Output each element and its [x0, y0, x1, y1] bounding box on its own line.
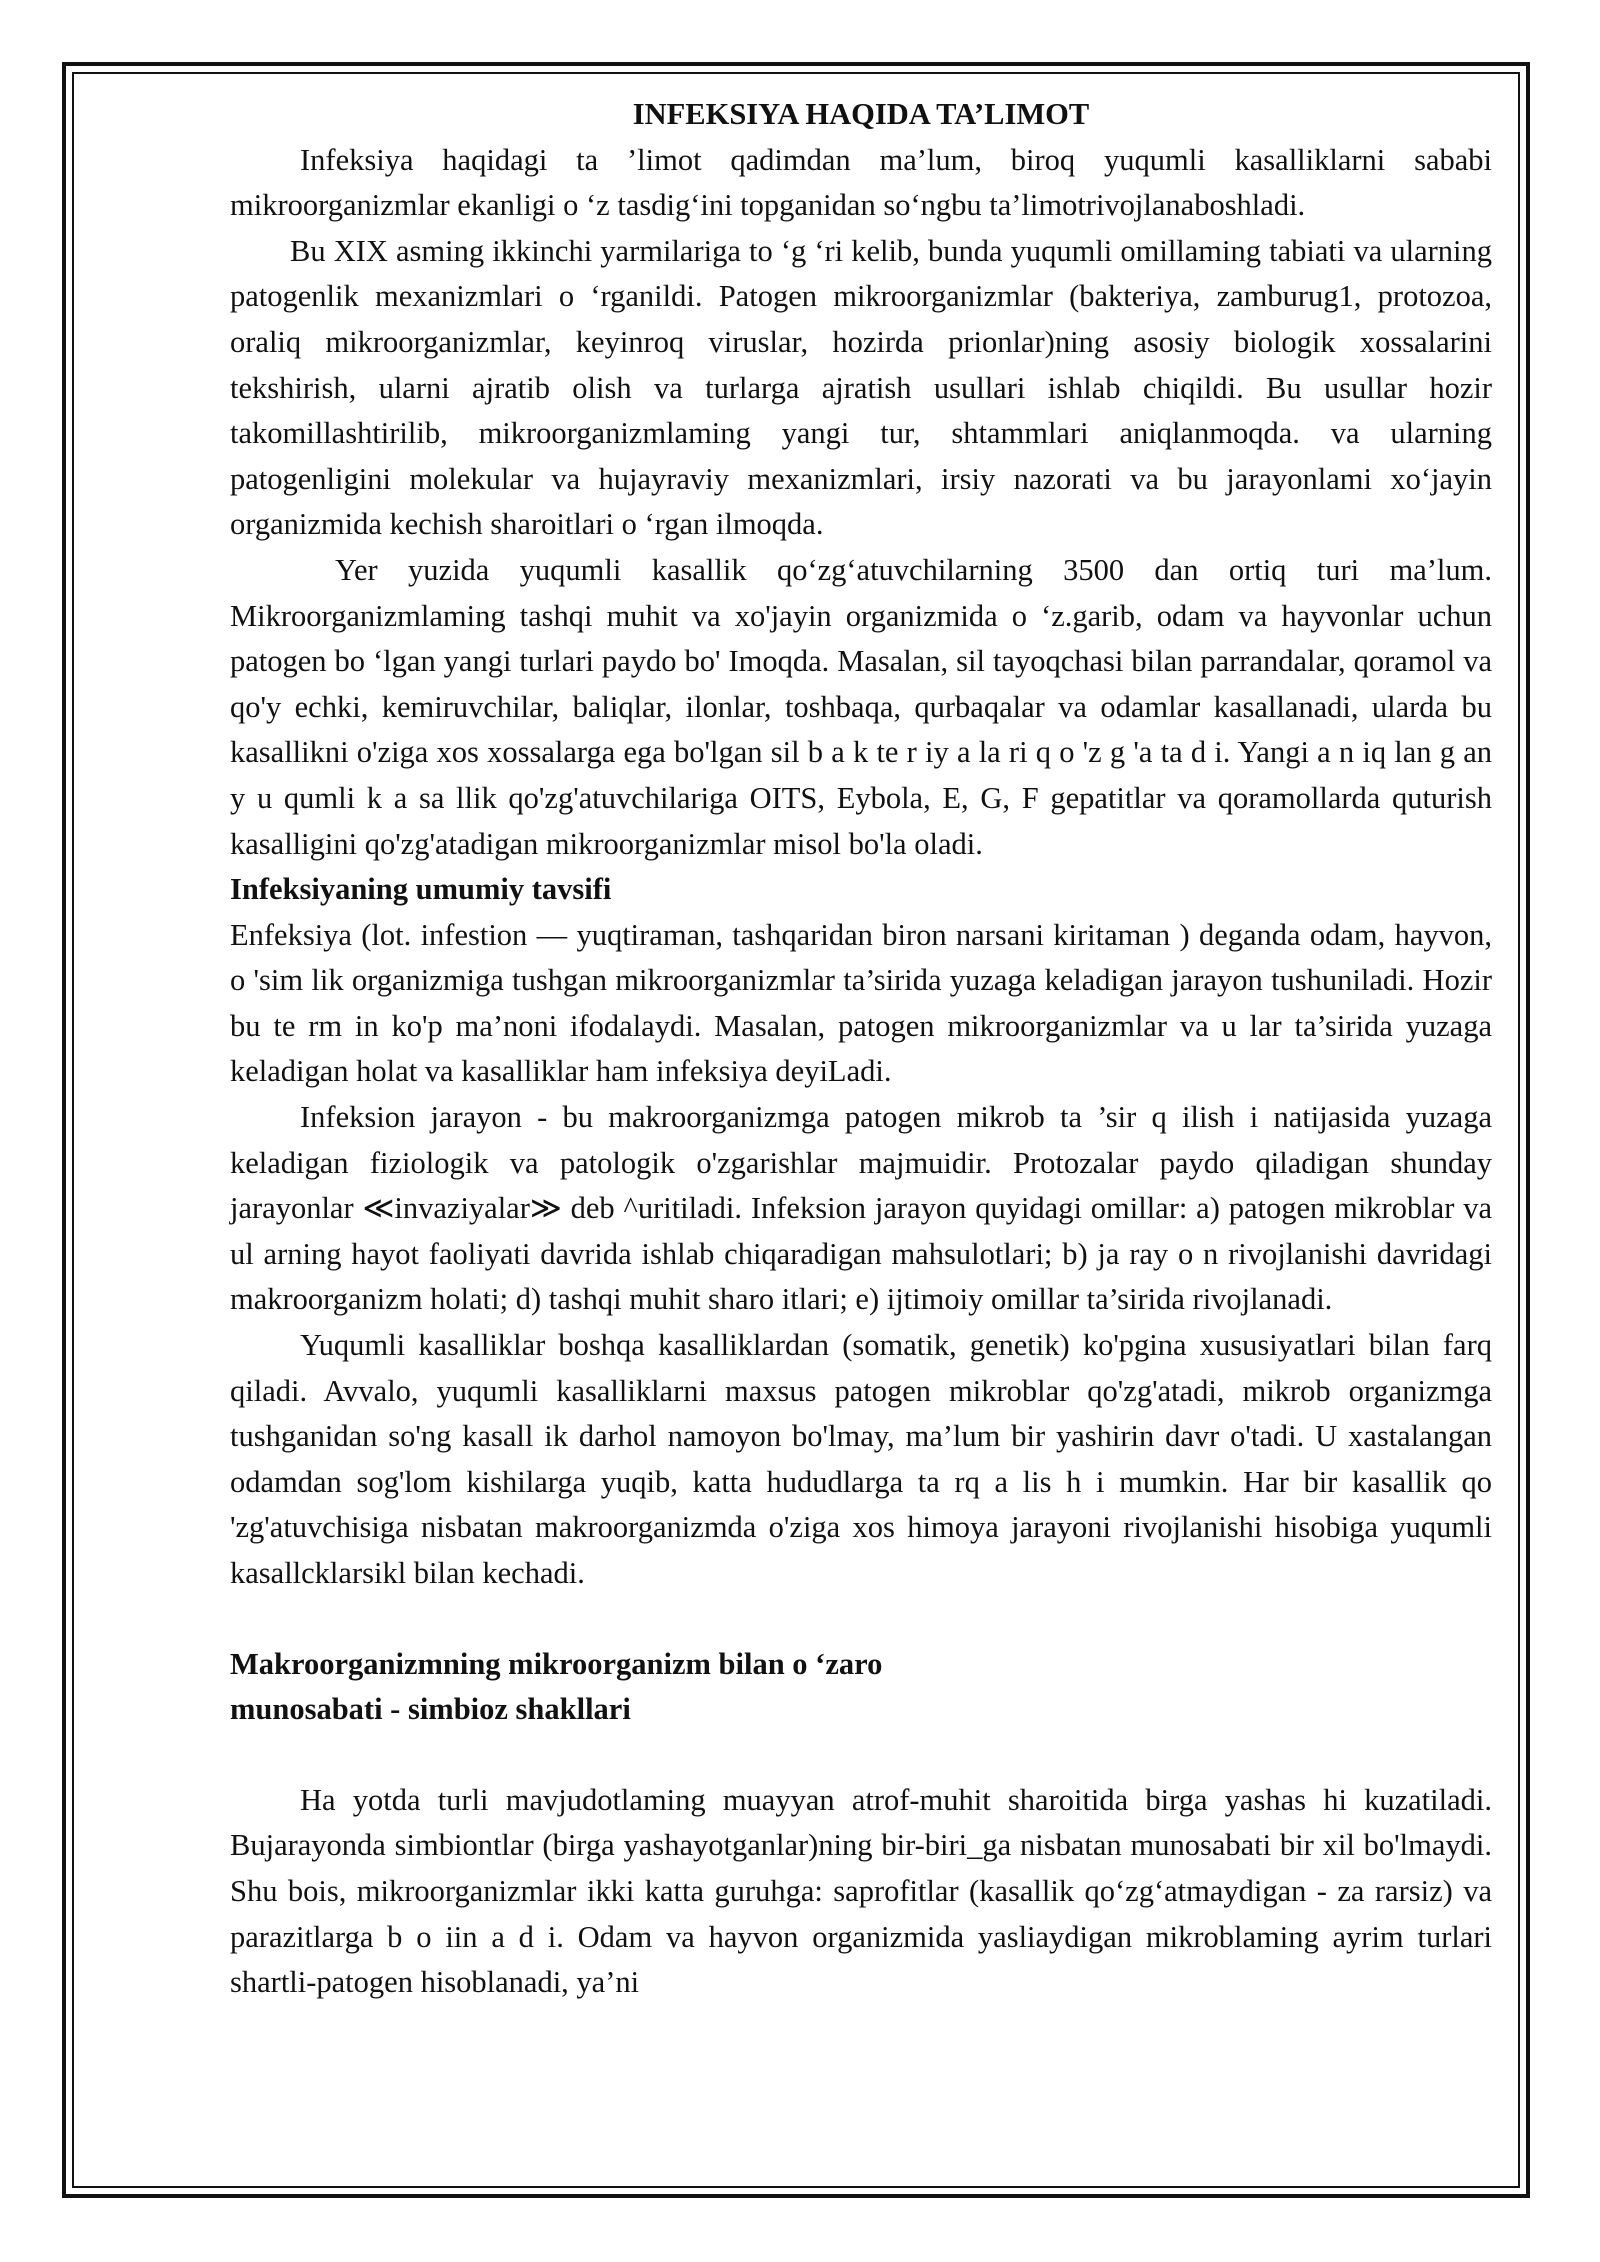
document-body: [230, 92, 1492, 2006]
paragraph: Infeksion jarayon - bu makroorganizmga patogen mikrob ta ’sir q ilish i natijasida yuzaga keladigan fiziologik va patologik o'zgarishlar majmuidir. Protozalar paydo qiladigan shunday jarayonlar ≪invaziyalar≫ deb ^uritiladi. Infeksion jarayon quyidagi omillar: a) patogen mikroblar va ul arning hayot faoliyati davrida ishlab chiqaradigan mahsulotlari; b) ja ray o n rivojlanishi davridagi makroorganizm holati; d) tashqi muhit sharo itlari; e) ijtimoiy omillar ta’sirida rivojlanadi.: [230, 1100, 1492, 1317]
document-title: INFEKSIYA HAQIDA TA’LIMOT: [632, 97, 1090, 131]
paragraph: Yer yuzida yuqumli kasallik qo‘zg‘atuvchilarning 3500 dan ortiq turi ma’lum. Mikroorganizmlaming tashqi muhit va xo'jayin organizmida o ‘z.garib, odam va hayvonlar uchun patogen bo ‘lgan yangi turlari paydo bo' Imoqda. Masalan, sil tayoqchasi bilan parrandalar, qoramol va qo'y echki, kemiruvchilar, baliqlar, ilonlar, toshbaqa, qurbaqalar va odamlar kasallanadi, ularda bu kasallikni o'ziga xos xossalarga ega bo'lgan sil b a k te r iy a la ri q o 'z g 'a ta d i. Yangi a n iq lan g an y u qumli k a sa llik qo'zg'atuvchilariga OITS, Eybola, E, G, F gepatitlar va qoramollarda quturish kasalligini qo'zg'atadigan mikroorganizmlar misol bo'la oladi.: [230, 552, 1492, 861]
paragraph: Bu XIX asming ikkinchi yarmilariga to ‘g ‘ri kelib, bunda yuqumli omillaming tabiati va ularning patogenlik mexanizmlari o ‘rganildi. Patogen mikroorganizmlar (bakteriya, zamburug1, protozoa, oraliq mikroorganizmlar, keyinroq viruslar, hozirda prionlar)ning asosiy biologik xossalarini tekshirish, ularni ajratib olish va turlarga ajratish usullari ishlab chiqildi. Bu usullar hozir takomillashtirilib, mikroorganizmlaming yangi tur, shtammlari aniqlanmoqda. va ularning patogenligini molekular va hujayraviy mexanizmlari, irsiy nazorati va bu jarayonlami xo‘jayin organizmida kechish sharoitlari o ‘rgan ilmoqda.: [230, 233, 1492, 542]
paragraph: Yuqumli kasalliklar boshqa kasalliklardan (somatik, genetik) ko'pgina xususiyatlari bilan farq qiladi. Avvalo, yuqumli kasalliklarni maxsus patogen mikroblar qo'zg'atadi, mikrob organizmga tushganidan so'ng kasall ik darhol namoyon bo'lmay, ma’lum bir yashirin davr o'tadi. U xastalangan odamdan sog'lom kishilarga yuqib, katta hududlarga ta rq a lis h i mumkin. Har bir kasallik qo 'zg'atuvchisiga nisbatan makroorganizmda o'ziga xos himoya jarayoni rivojlanishi hisobiga yuqumli kasallcklarsikl bilan kechadi.: [230, 1328, 1492, 1590]
section-heading: Infeksiyaning umumiy tavsifi: [230, 872, 612, 907]
paragraph: Infeksiya haqidagi ta ’limot qadimdan ma’lum, biroq yuqumli kasalliklarni sababi mikroorganizmlar ekanligi o ‘z tasdig‘ini topganidan so‘ngbu ta’limotrivojlanaboshladi.: [230, 142, 1492, 223]
section-heading-block: [230, 1642, 1492, 1733]
paragraph: Enfeksiya (lot. infestion — yuqtiraman, tashqaridan biron narsani kiritaman ) deganda odam, hayvon, o 'sim lik organizmiga tushgan mikroorganizmlar ta’sirida yuzaga keladigan jarayon tushuniladi. Hozir bu te rm in ko'p ma’noni ifodalaydi. Masalan, patogen mikroorganizmlar va u lar ta’sirida yuzaga keladigan holat va kasalliklar ham infeksiya deyiLadi.: [230, 917, 1492, 1089]
paragraph: Ha yotda turli mavjudotlaming muayyan atrof-muhit sharoitida birga yashas hi kuzatiladi. Bujarayonda simbiontlar (birga yashayotganlar)ning bir-biri_ga nisbatan munosabati bir xil bo'lmaydi. Shu bois, mikroorganizmlar ikki katta guruhga: saprofitlar (kasallik qo‘zg‘atmaydigan - za rarsiz) va parazitlarga b o iin a d i. Odam va hayvon organizmida yasliaydigan mikroblaming ayrim turlari shartli-patogen hisoblanadi, ya’ni: [230, 1782, 1492, 2000]
section-heading-line: munosabati - simbioz shakllari: [230, 1692, 631, 1727]
section-heading-line: Makroorganizmning mikroorganizm bilan o ‘zaro: [230, 1646, 883, 1681]
